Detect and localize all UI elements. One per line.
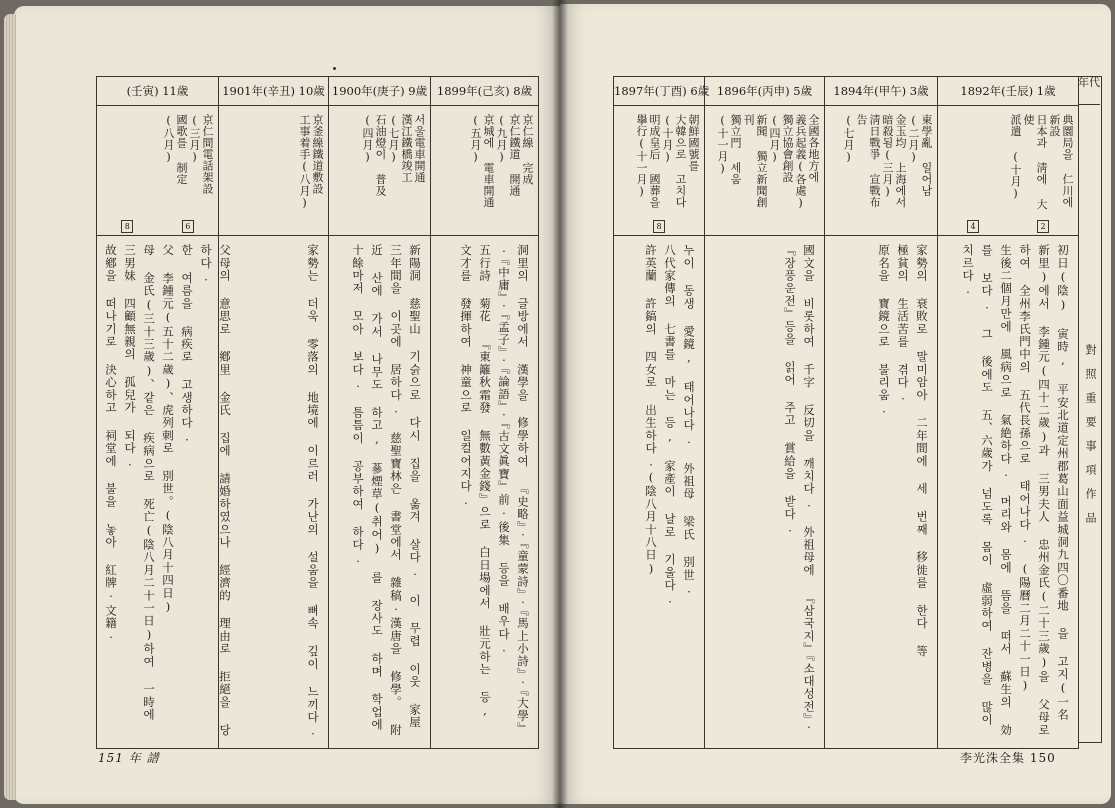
events-text: 京仁間電話架設 (三月) 國歌를 制定 (八月) bbox=[162, 114, 214, 195]
year-header-row bbox=[614, 77, 1079, 106]
events-cell bbox=[219, 106, 329, 236]
bio-cell bbox=[825, 236, 938, 749]
events-cell bbox=[705, 106, 825, 236]
year-header-row bbox=[97, 77, 539, 106]
bio-text: 國文을 비롯하여 千字 反切을 깨치다. 外祖母에 『삼국지』『소대성전』·『장풍운전』등을 읽어 주고 賞給을 받다. bbox=[783, 244, 816, 736]
note-markers bbox=[97, 218, 218, 234]
left-chronology-table bbox=[96, 76, 539, 749]
note-marker: 6 bbox=[182, 220, 194, 233]
bio-cell bbox=[614, 236, 705, 749]
events-cell bbox=[329, 106, 431, 236]
note-marker: 2 bbox=[1037, 220, 1049, 233]
bio-cell bbox=[219, 236, 329, 749]
biography-row bbox=[614, 236, 1079, 749]
events-text: 京釜線鐵道敷設 工事着手(八月) bbox=[298, 114, 324, 210]
bio-cell bbox=[705, 236, 825, 749]
note-markers bbox=[614, 218, 704, 234]
events-cell bbox=[938, 106, 1079, 236]
events-text: 全國各地方에 義兵起義(各處) 獨立協會創設 (四月) 新聞 獨立新聞創刊 獨立門 세움 (十一月) bbox=[716, 114, 820, 210]
bio-text: 家勢는 더욱 零落의 地境에 이르러 가난의 설움을 뼈속 깊이 느끼다. bbox=[306, 244, 320, 739]
right-page-footer: 李光洙全集 150 bbox=[960, 751, 1056, 765]
bio-text: 洞里의 글방에서 漢學을 修學하여 『史略』·『童蒙詩』·『馬上小詩』·『大學』·『中庸』·『孟子』·『論語』·『古文眞寶』前·後集 등을 배우다. 五行詩 菊花 『東籬秋霜發 無數黃金錢』으로 白日場에서 壯元하는 등, 文才를 發揮하여 神童으로 일컬어지다. bbox=[459, 244, 530, 730]
bio-text: 父母의 意思로 鄕里 金氏 집에 請婚하였으나 經濟的 理由로 拒絕을 당하다. 한 여름을 病疾로 고생하다. 父 李鍾元(五十二歲)、虎列刺로 別世。(陰八月十四日) 母 金氏(三十三歲)、같은 疾病으로 死亡(陰八月二十一日)하여 一時에 三男妹 四顧無親의 孤兒가 되다. 故鄕을 떠나기로 決心하고 祠堂에 불을 놓아 紅牌·文籍· bbox=[104, 244, 232, 737]
bio-text: 家勢의 衰敗로 말미암아 二年間에 세 번째 移徙를 한다 等 極貧의 生活苦를 겪다. 原名을 寶鏡으로 불리움. bbox=[877, 244, 929, 658]
bio-text: 누이 동생 愛鏡, 태어나다. 外祖母 梁氏 別世. 八代家傳의 七書를 마는 등, 家產이 날로 기울다. 許英蘭 許鎬의 四女로 出生하다.(陰八月十八日) bbox=[644, 244, 696, 607]
events-row bbox=[614, 106, 1079, 236]
events-text: 京仁線 完成 京仁鐵道 開通 (九月) 京城에 電車開通 (五月) bbox=[469, 114, 534, 208]
note-marker: 4 bbox=[967, 220, 979, 233]
note-marker: 8 bbox=[653, 220, 665, 233]
bio-cell bbox=[329, 236, 431, 749]
year-cell: 1894年(甲午) 3歲 bbox=[825, 77, 938, 106]
bio-cell bbox=[938, 236, 1079, 749]
year-cell: (壬寅) 11歲 bbox=[97, 77, 219, 106]
events-cell bbox=[431, 106, 539, 236]
note-markers bbox=[938, 218, 1078, 234]
page-speck bbox=[333, 67, 336, 70]
events-text: 東學亂 일어남 (二月) 金玉均 上海에서 暗殺됨(三月) 淸日戰爭 宣戰布告 (七月) bbox=[842, 114, 933, 208]
events-cell bbox=[614, 106, 705, 236]
year-cell: 1892年(壬辰) 1歲 bbox=[938, 77, 1079, 106]
events-row bbox=[97, 106, 539, 236]
year-cell: 1901年(辛丑) 10歲 bbox=[219, 77, 329, 106]
note-marker: 8 bbox=[121, 220, 133, 233]
bio-text: 初日(陰) 寅時, 平安北道定州郡葛山面益城洞九四〇番地 을 고지(一名 新里)에서 李鍾元(四十二歲)과 三男夫人 忠州金氏(二十三歲)을 父母로 하여 全州李氏門中의 五代長孫으로 태어나다. (陽曆二月二十一日) 生後二個月만에 風病으로 氣絶하다. 머리와 몸에 뜸을 떠서 蘇生의 効를 보다. 그 後에도 五、六歲가 넘도록 몸이 虛弱하여 잔병을 많이 치르다. bbox=[961, 244, 1070, 737]
section-vertical-title: 對照重要事項作品 bbox=[1084, 344, 1097, 536]
events-cell bbox=[97, 106, 219, 236]
events-cell bbox=[825, 106, 938, 236]
year-cell: 1897年(丁酉) 6歲 bbox=[614, 77, 705, 106]
bio-text: 新陽洞 慈聖山 기슭으로 다시 집을 옮겨 살다. 이 무렵 이웃 家屋 三年間을 이곳에 居하다. 慈聖寶林은 書堂에서 雜稿·漢唐을 修學。 附近 산에 가서 나무도 하고, 蔘煙草(취어) 를 장사도 하며 학업에 十餘마저 모아 보다. 틈틈이 공부하여 하다. bbox=[351, 244, 422, 737]
events-text: 서울電車開通 漢江鐵橋竣工 (七月) 石油燈이 普及 (四月) bbox=[361, 114, 426, 197]
year-cell: 1899年(己亥) 8歲 bbox=[431, 77, 539, 106]
era-label: 年代 bbox=[1078, 76, 1100, 105]
book-gutter bbox=[552, 0, 568, 808]
bio-cell bbox=[431, 236, 539, 749]
right-chronology-table bbox=[613, 76, 1079, 749]
events-text: 典圜局을 仁川에 新設 日本과 淸에 大使 派遣 (十月) bbox=[1009, 114, 1074, 210]
year-cell: 1896年(丙申) 5歲 bbox=[705, 77, 825, 106]
events-text: 朝鮮國號를 大韓으로 고치다 (十月) 明成皇后 國葬을 擧行(十一月) bbox=[635, 114, 700, 208]
bio-cell bbox=[97, 236, 232, 749]
biography-row bbox=[97, 236, 539, 749]
year-cell: 1900年(庚子) 9歲 bbox=[329, 77, 431, 106]
left-page-footer: 151 年 譜 bbox=[98, 751, 160, 765]
